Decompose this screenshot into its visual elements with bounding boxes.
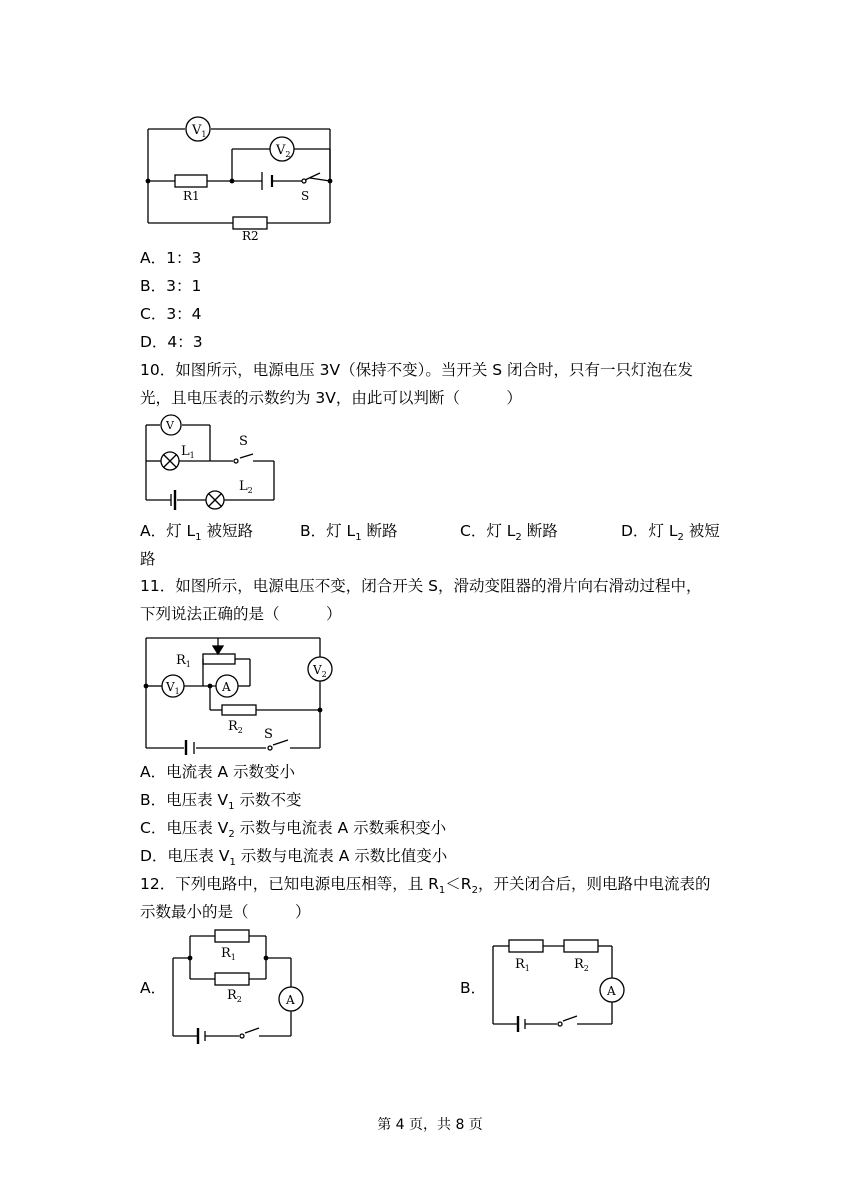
q12-circuit-b [485, 930, 630, 1032]
q12-question-line1: 12．下列电路中，已知电源电压相等，且 $R_1<R_2$，开关闭合后，则电路中电流表的 [140, 875, 711, 897]
q9-r2-label: R2 [242, 229, 259, 243]
q12a-r1-label: $R_1$ [221, 946, 236, 962]
q12-circuit-a [165, 924, 305, 1046]
q9-option-b: B．3：1 [140, 277, 202, 295]
q11-option-c: C．电压表 $V_2$ 示数与电流表 A 示数乘积变小 [140, 819, 447, 841]
q9-switch-label: S [301, 189, 310, 203]
q12-option-b-label: B． [460, 979, 487, 997]
q12b-r1-label: $R_1$ [515, 957, 530, 973]
q9-option-a: A．1：3 [140, 249, 202, 267]
q11-option-b: B．电压表 $V_1$ 示数不变 [140, 791, 302, 813]
q10-voltmeter-label: V [166, 419, 174, 432]
q11-question-line1: 11．如图所示，电源电压不变，闭合开关 S，滑动变阻器的滑片向右滑动过程中， [140, 577, 702, 595]
q10-question-line1: 10．如图所示，电源电压 3V（保持不变）。当开关 S 闭合时，只有一只灯泡在发 [140, 361, 694, 379]
q11-question-line2: 下列说法正确的是（ ） [140, 605, 342, 623]
q10-option-d: D．灯 $L_2$ 被短 [621, 522, 720, 544]
q12a-r2-label: $R_2$ [227, 988, 242, 1004]
q10-question-line2: 光，且电压表的示数约为 3V，由此可以判断（ ） [140, 389, 522, 407]
q9-circuit-diagram [140, 112, 340, 247]
page-footer: 第 4 页，共 8 页 [377, 1117, 483, 1133]
q9-r1-label: R1 [183, 189, 200, 203]
q11-v1-label: $V_1$ [166, 680, 180, 696]
q12b-r2-label: $R_2$ [574, 957, 589, 973]
q11-r1-label: $R_1$ [176, 653, 191, 669]
q10-switch-label: S [239, 434, 248, 449]
q10-option-b: B．灯 $L_1$ 断路 [300, 522, 398, 544]
q11-ammeter-label: A [222, 680, 231, 694]
q11-circuit-diagram [138, 630, 338, 755]
q9-option-c: C．3：4 [140, 305, 202, 323]
q10-l2-label: $L_2$ [239, 479, 253, 495]
q10-option-c: C．灯 $L_2$ 断路 [460, 522, 558, 544]
q9-v1-label: $V_1$ [192, 123, 207, 139]
q11-switch-label: S [264, 727, 273, 742]
q10-l1-label: $L_1$ [181, 444, 195, 460]
q12-question-line2: 示数最小的是（ ） [140, 903, 311, 921]
q11-option-a: A．电流表 A 示数变小 [140, 763, 296, 781]
q9-option-d: D．4：3 [140, 333, 203, 351]
q11-v2-label: $V_2$ [313, 663, 327, 679]
q10-option-a: A．灯 $L_1$ 被短路 [140, 522, 253, 544]
q12a-ammeter-label: A [286, 993, 295, 1007]
q12b-ammeter-label: A [607, 984, 616, 998]
q11-option-d: D．电压表 $V_1$ 示数与电流表 A 示数比值变小 [140, 847, 448, 869]
q9-v2-label: $V_2$ [276, 143, 291, 159]
q12-option-a-label: A． [140, 979, 167, 997]
q11-r2-label: $R_2$ [228, 719, 243, 735]
q10-option-d-wrap: 路 [140, 550, 156, 568]
q10-circuit-diagram [138, 410, 283, 510]
